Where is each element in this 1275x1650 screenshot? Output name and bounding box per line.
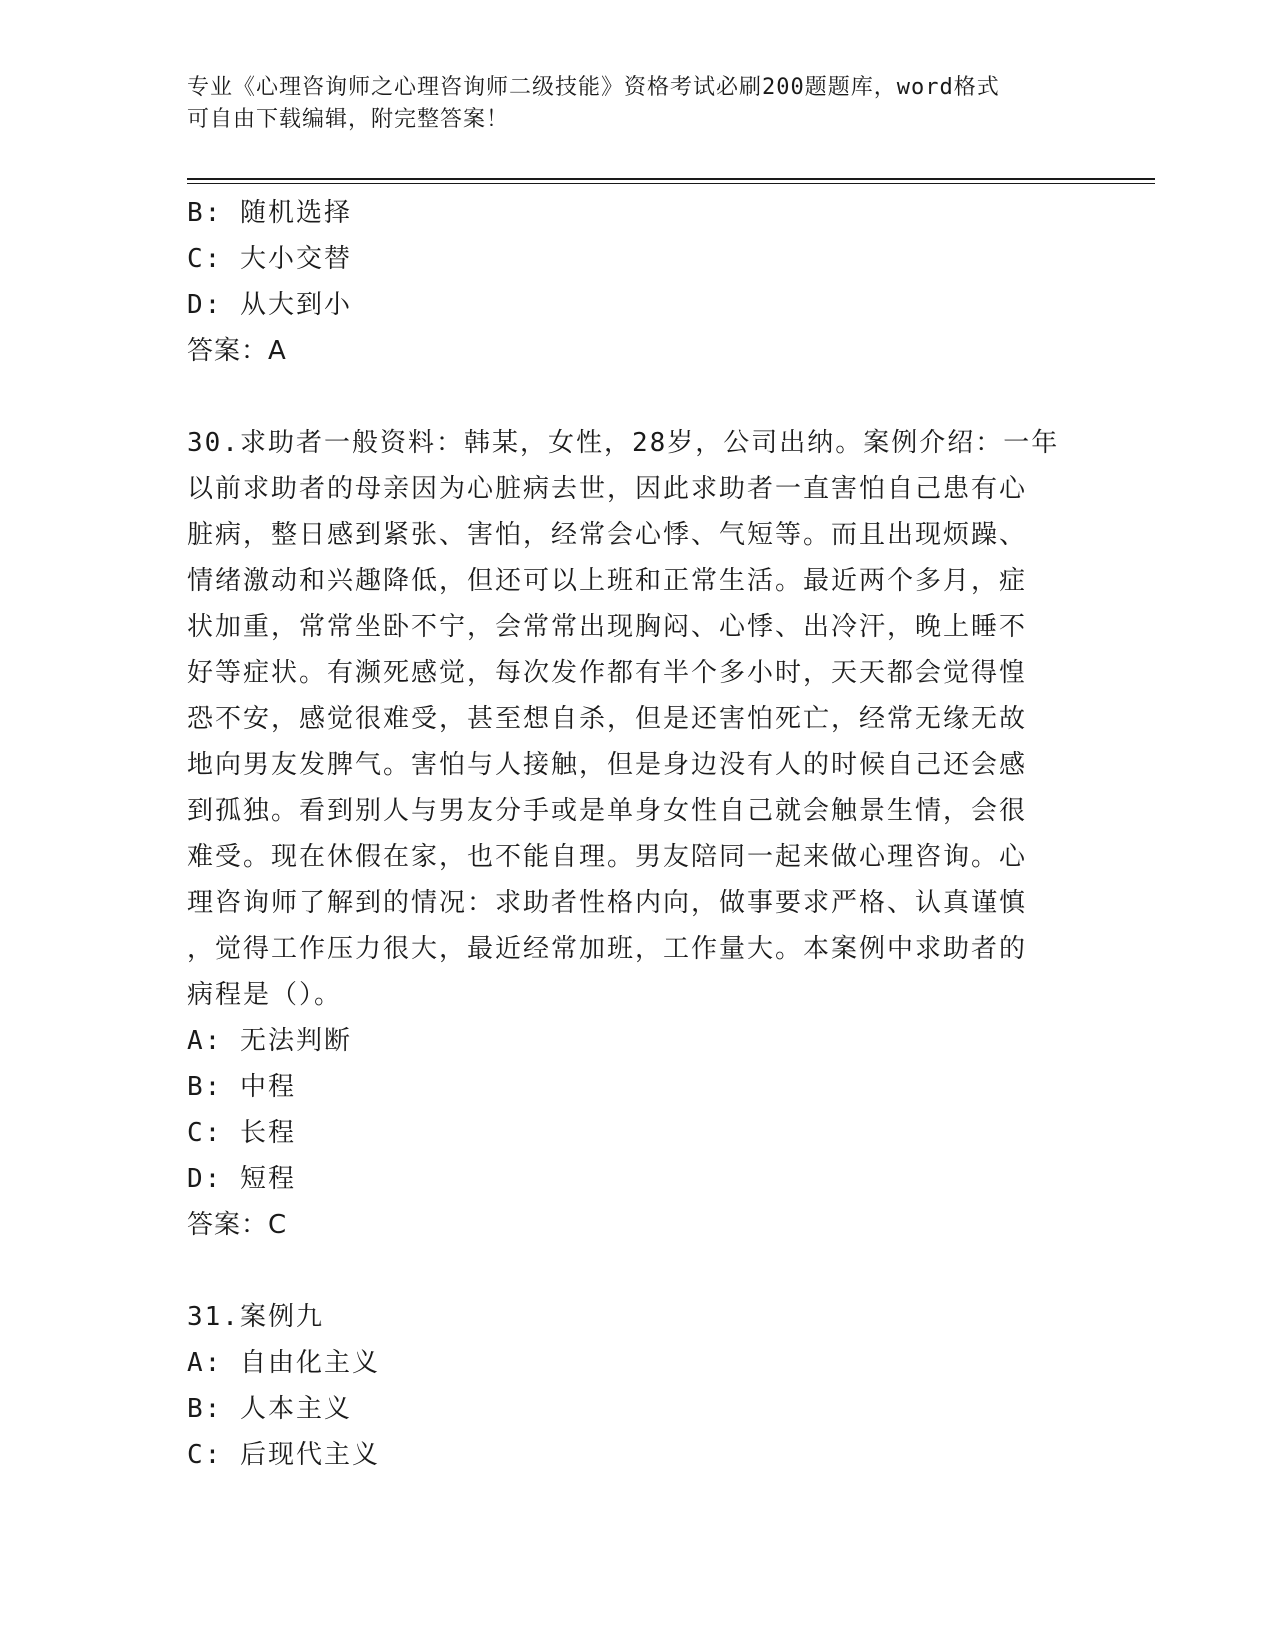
question-text-line: 状加重，常常坐卧不宁，会常常出现胸闷、心悸、出冷汗，晚上睡不 [187, 612, 1028, 642]
option-d: D: 短程 [187, 1164, 296, 1194]
option-b: B: 中程 [187, 1072, 296, 1102]
question-text-line: 情绪激动和兴趣降低，但还可以上班和正常生活。最近两个多月，症 [187, 566, 1028, 596]
header-rule-thin [187, 183, 1155, 184]
answer: 答案：C [187, 1210, 288, 1240]
header-line-1: 专业《心理咨询师之心理咨询师二级技能》资格考试必刷200题题库，word格式 [187, 75, 1000, 100]
question-text-line: 30.求助者一般资料：韩某，女性，28岁，公司出纳。案例介绍：一年 [187, 428, 1060, 458]
document-body [187, 190, 1067, 1478]
question-30 [187, 420, 1067, 1248]
option-c: C: 长程 [187, 1118, 296, 1148]
option-a: A: 无法判断 [187, 1026, 352, 1056]
question-text-line: 地向男友发脾气。害怕与人接触，但是身边没有人的时候自己还会感 [187, 750, 1028, 780]
prev-question [187, 190, 1067, 374]
spacer [187, 374, 1067, 420]
answer: 答案：A [187, 336, 287, 366]
option-d: D: 从大到小 [187, 290, 352, 320]
option-c: C: 大小交替 [187, 244, 352, 274]
question-text-line: 病程是（）。 [187, 980, 343, 1010]
question-31 [187, 1294, 1067, 1478]
header-line-2: 可自由下载编辑，附完整答案！ [187, 107, 510, 132]
question-text-line: 以前求助者的母亲因为心脏病去世，因此求助者一直害怕自己患有心 [187, 474, 1028, 504]
question-text-line: 理咨询师了解到的情况：求助者性格内向，做事要求严格、认真谨慎 [187, 888, 1028, 918]
document-header [187, 72, 1087, 136]
spacer [187, 1248, 1067, 1294]
question-text-line: 脏病，整日感到紧张、害怕，经常会心悸、气短等。而且出现烦躁、 [187, 520, 1028, 550]
question-text-line: 好等症状。有濒死感觉，每次发作都有半个多小时，天天都会觉得惶 [187, 658, 1028, 688]
option-b: B: 人本主义 [187, 1394, 352, 1424]
question-text-line: 到孤独。看到别人与男友分手或是单身女性自己就会触景生情，会很 [187, 796, 1028, 826]
header-rule-thick [187, 178, 1155, 180]
question-text-line: ，觉得工作压力很大，最近经常加班，工作量大。本案例中求助者的 [187, 934, 1028, 964]
question-title: 31.案例九 [187, 1302, 324, 1332]
question-text-line: 恐不安，感觉很难受，甚至想自杀，但是还害怕死亡，经常无缘无故 [187, 704, 1028, 734]
question-text-line: 难受。现在休假在家，也不能自理。男友陪同一起来做心理咨询。心 [187, 842, 1028, 872]
option-a: A: 自由化主义 [187, 1348, 380, 1378]
option-b: B: 随机选择 [187, 198, 352, 228]
option-c: C: 后现代主义 [187, 1440, 380, 1470]
